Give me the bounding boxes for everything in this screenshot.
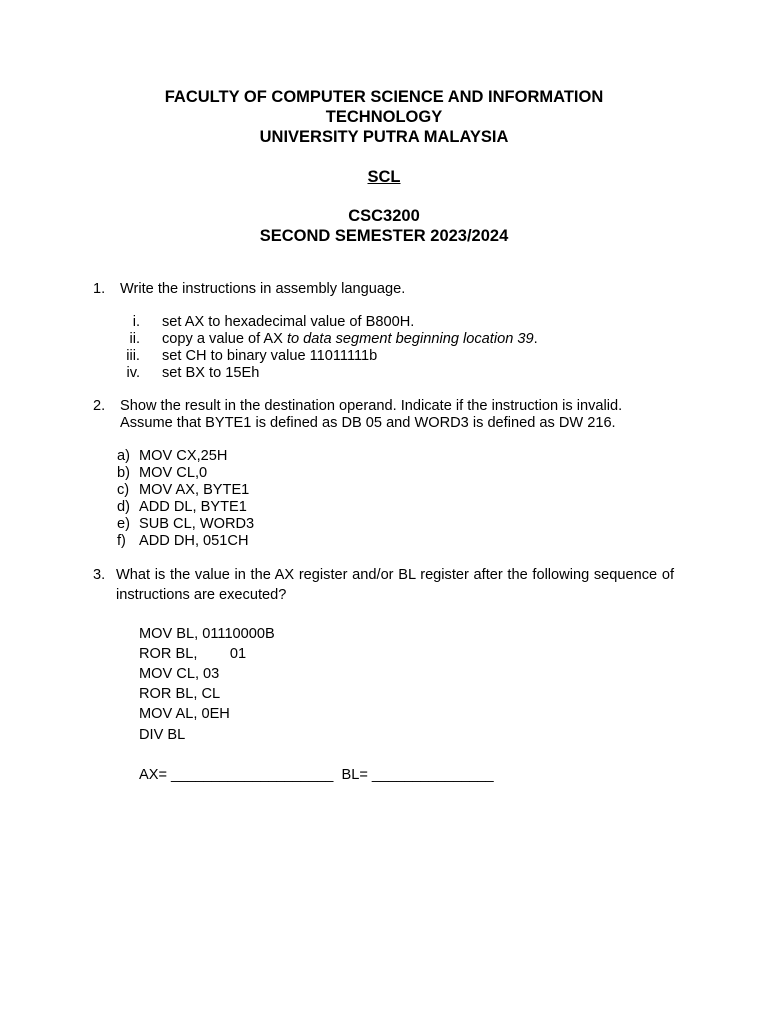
q1-number: 1. xyxy=(93,281,106,297)
q2-item-text: SUB CL, WORD3 xyxy=(139,516,255,532)
scl-heading-wrap xyxy=(0,167,768,187)
q2-item-letter: a) xyxy=(117,448,130,464)
q2-item xyxy=(117,465,207,482)
q2-item xyxy=(117,448,227,465)
q2-item xyxy=(117,533,248,550)
code-line: ROR BL, CL xyxy=(139,686,221,702)
q1-item xyxy=(110,331,538,348)
answer-blanks: AX= ____________________ BL= _______________ xyxy=(139,767,494,783)
q1-item xyxy=(110,314,415,331)
q1-item-number: i. xyxy=(132,314,140,330)
q1-item-text-italic: to data segment beginning location 39 xyxy=(286,331,534,347)
q2-item-text: MOV CX,25H xyxy=(139,448,228,464)
q2-item xyxy=(117,516,254,533)
q2-item-text: ADD DH, 051CH xyxy=(139,533,249,549)
course-info xyxy=(0,206,768,246)
course-code: CSC3200 xyxy=(348,207,420,225)
code-line: ROR BL, 01 xyxy=(139,646,247,662)
code-line: MOV BL, 01110000B xyxy=(139,626,275,642)
q1-item-number: iv. xyxy=(126,365,140,381)
q1-item-text xyxy=(162,331,538,348)
q2-item-text: MOV AX, BYTE1 xyxy=(139,482,250,498)
q1-item xyxy=(110,365,260,382)
code-line: MOV CL, 03 xyxy=(139,666,220,682)
q2-item xyxy=(117,499,247,516)
q3-number: 3. xyxy=(93,567,106,583)
q2-item-letter: e) xyxy=(117,516,130,532)
q2-item xyxy=(117,482,249,499)
q1-item-text-end: . xyxy=(533,331,538,347)
q3-text: What is the value in the AX register and/or BL register after the following sequence of instructions are executed? xyxy=(116,567,674,603)
q2-text-line-1: Show the result in the destination operand. Indicate if the instruction is invalid. xyxy=(120,398,623,414)
semester: SECOND SEMESTER 2023/2024 xyxy=(259,227,509,245)
q2-number: 2. xyxy=(93,398,106,414)
faculty-title-line-1: FACULTY OF COMPUTER SCIENCE AND INFORMATION xyxy=(164,88,604,106)
code-line: DIV BL xyxy=(139,727,186,743)
faculty-title-line-2: TECHNOLOGY xyxy=(325,108,443,126)
q1-item-number: ii. xyxy=(129,331,140,347)
q2-item-letter: c) xyxy=(117,482,130,498)
q2-item-letter: f) xyxy=(117,533,126,549)
q1-item-text-plain: copy a value of AX xyxy=(162,331,287,347)
q1-item-text: set AX to hexadecimal value of B800H. xyxy=(162,314,415,330)
q2-item-letter: d) xyxy=(117,499,130,515)
q1-item xyxy=(110,348,378,365)
scl-heading: SCL xyxy=(367,168,401,186)
q1-text: Write the instructions in assembly language. xyxy=(120,281,406,297)
q2-item-text: ADD DL, BYTE1 xyxy=(139,499,247,515)
code-line: MOV AL, 0EH xyxy=(139,706,230,722)
q2-item-text: MOV CL,0 xyxy=(139,465,208,481)
q1-item-number: iii. xyxy=(126,348,140,364)
q2-item-letter: b) xyxy=(117,465,130,481)
document-header xyxy=(0,87,768,147)
q1-item-text: set CH to binary value 11011111b xyxy=(162,348,378,364)
q2-text-line-2: Assume that BYTE1 is defined as DB 05 and WORD3 is defined as DW 216. xyxy=(120,415,616,431)
q1-item-text: set BX to 15Eh xyxy=(162,365,260,381)
university-name: UNIVERSITY PUTRA MALAYSIA xyxy=(259,128,509,146)
